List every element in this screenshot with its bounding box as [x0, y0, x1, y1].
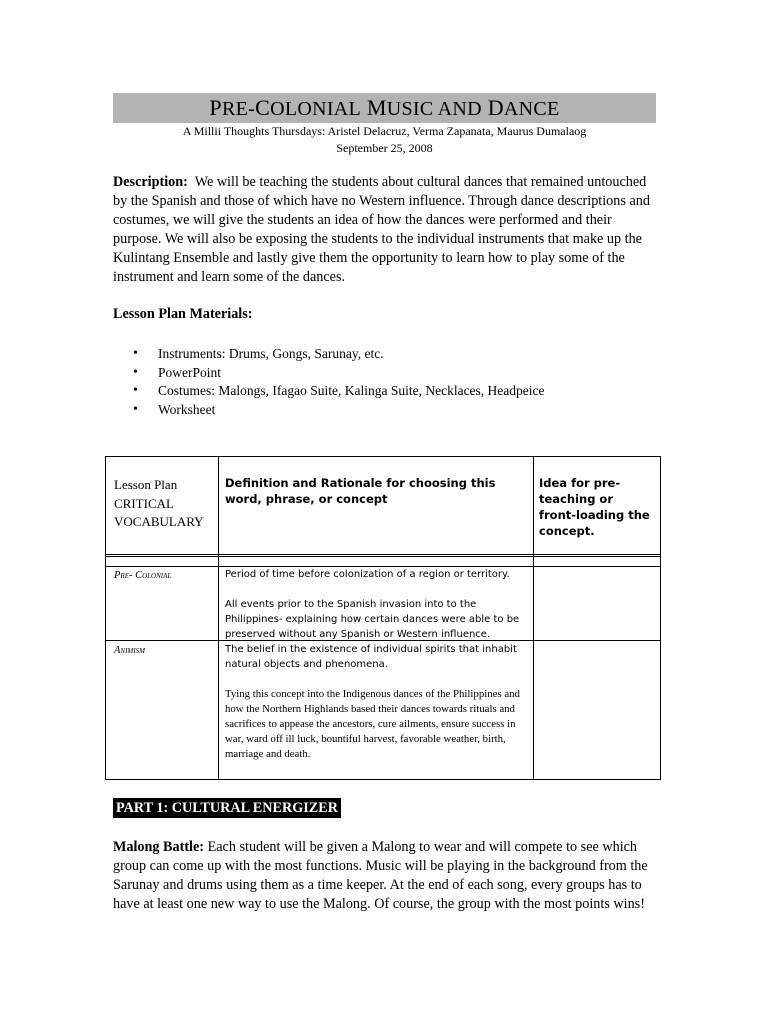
table-divider: [218, 457, 219, 779]
table-divider: [533, 457, 534, 779]
list-item: • Instruments: Drums, Gongs, Sarunay, etc.: [113, 345, 658, 364]
table-rationale: Tying this concept into the Indigenous dances of the Philippines and how the Northern Highlands based their dances towards rituals and sacrifices to appease the ancestors, cure ailments, ensure success in war, ward off ill luck, bountiful harvest, favorable weather, birth, marriage and death.: [225, 688, 520, 760]
table-term: Pre- Colonial: [114, 570, 172, 581]
date-line: September 25, 2008: [336, 141, 433, 155]
description-paragraph: [113, 173, 658, 287]
materials-list: [113, 345, 658, 419]
table-header-idea: Idea for pre-teaching or front-loading the concept.: [539, 476, 650, 538]
part1-paragraph: [113, 838, 658, 914]
part1-label: Malong Battle:: [113, 839, 205, 855]
part1-text: Each student will be given a Malong to wear and will compete to see which group can come up with the most functions. Music will be playing in the background from the Sarunay and drums using them as a time keeper. At the end of each song, every groups has to have at least one new way to use the Malong. Of course, the group with the most points wins!: [113, 839, 648, 912]
table-definition: The belief in the existence of individual spirits that inhabit natural objects and phenomena.: [225, 644, 517, 670]
list-item: • Worksheet: [113, 401, 658, 420]
page-title: PRE-COLONIAL MUSIC AND DANCE: [209, 95, 560, 120]
table-header-vocabulary: Lesson Plan CRITICAL VOCABULARY: [114, 477, 204, 529]
table-term: Animism: [114, 645, 145, 656]
table-rationale: All events prior to the Spanish invasion into to the Philippines- explaining how certain dances were able to be preserved without any Spanish or Western influence.: [225, 599, 520, 640]
table-definition: Period of time before colonization of a region or territory.: [225, 569, 510, 580]
description-text: We will be teaching the students about cultural dances that remained untouched by the Spanish and those of which have no Western influence. Through dance descriptions and costumes, we will give the students an idea of how the dances were performed and their purpose. We will also be exposing the students to the individual instruments that make up the Kulintang Ensemble and lastly give them the opportunity to learn how to play some of the instrument and learn some of the dances.: [113, 174, 650, 285]
section-heading-part1: PART 1: CULTURAL ENERGIZER: [113, 798, 341, 818]
list-item: • Costumes: Malongs, Ifagao Suite, Kalinga Suite, Necklaces, Headpeice: [113, 382, 658, 401]
table-header-definition: Definition and Rationale for choosing this word, phrase, or concept: [225, 476, 496, 506]
table-header-divider: [106, 554, 660, 557]
vocabulary-table: [105, 456, 661, 780]
list-item: • PowerPoint: [113, 364, 658, 383]
authors-line: A Millii Thoughts Thursdays: Aristel Delacruz, Verma Zapanata, Maurus Dumalaog: [182, 124, 587, 138]
description-label: Description:: [113, 174, 188, 190]
subtitle: [113, 123, 656, 157]
materials-heading: Lesson Plan Materials:: [113, 306, 253, 322]
title-bar: [113, 93, 656, 123]
